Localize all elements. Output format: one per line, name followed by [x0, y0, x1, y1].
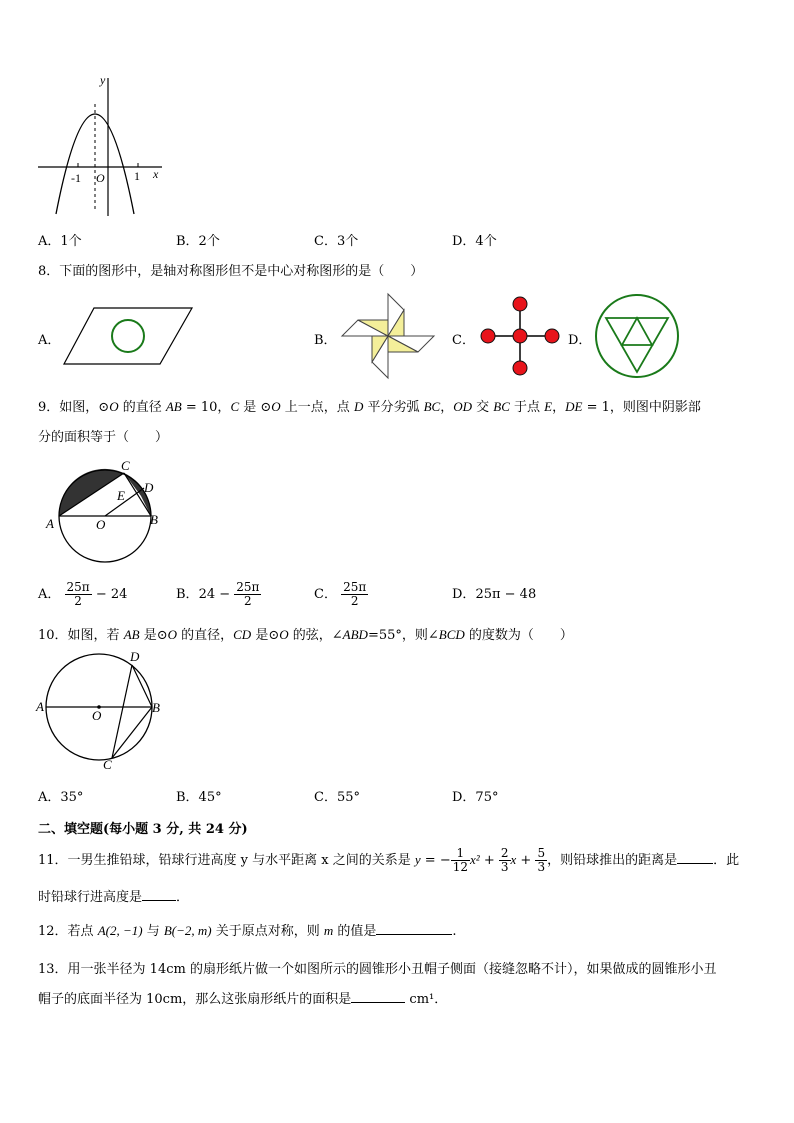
q7-option-a[interactable]: A．1个	[38, 234, 82, 249]
q11-line1: 11．一男生推铅球，铅球行进高度 y 与水平距离 x 之间的关系是 y = − $\frac{1}{12}$ x² + $\frac{2}{3}$ x + $\frac{5}{3}$ ，则铅球推出的距离是 ．此	[38, 846, 740, 874]
q10-option-a[interactable]: A．35°	[38, 790, 84, 805]
q11-answer-blank-2[interactable]	[142, 900, 176, 901]
pinwheel-figure	[338, 290, 438, 382]
parallelogram-circle-figure	[62, 304, 196, 368]
q10-option-d[interactable]: D．75°	[452, 790, 499, 805]
q12-line: 12．若点 A(2, −1) 与 B(−2, m) 关于原点对称，则 m 的值是 .	[38, 923, 457, 939]
label-d: D	[130, 649, 140, 664]
axis-y-label: y	[100, 73, 106, 87]
q10-option-c[interactable]: C．55°	[314, 790, 360, 805]
q13-line2: 帽子的底面半径为 10cm，那么这张扇形纸片的面积是 cm¹．	[38, 992, 448, 1007]
q8-label-c[interactable]: C．	[452, 333, 475, 348]
label-o: O	[92, 708, 102, 723]
q8-label-a[interactable]: A．	[38, 333, 61, 348]
label-o: O	[96, 517, 106, 532]
label-a: A	[46, 516, 54, 531]
q7-option-d[interactable]: D．4个	[452, 234, 497, 249]
q11-line2: 时铅球行进高度是 ．	[38, 890, 190, 905]
q7-option-c[interactable]: C．3个	[314, 234, 359, 249]
circle-triangles-figure	[592, 292, 682, 380]
label-a: A	[36, 699, 44, 714]
label-e: E	[117, 488, 125, 503]
q13-answer-blank[interactable]	[351, 1002, 405, 1003]
q11-answer-blank-1[interactable]	[677, 863, 713, 864]
q10-option-b[interactable]: B．45°	[176, 790, 222, 805]
q9-option-b[interactable]: B．24 − $\frac{25\pi}{2}$	[176, 580, 260, 608]
q9-option-c[interactable]: C． $\frac{25\pi}{2}$	[314, 580, 367, 608]
section-heading: 二、填空题(每小题 3 分, 共 24 分)	[38, 822, 248, 837]
q9-option-d[interactable]: D．25π − 48	[452, 587, 537, 602]
q9-stem-line1: 9．如图，⊙O 的直径 AB = 10，C 是 ⊙O 上一点，点 D 平分劣弧 BC，OD 交 BC 于点 E，DE = 1，则图中阴影部	[38, 399, 701, 415]
q9-stem-line2: 分的面积等于（ ）	[38, 430, 169, 445]
q12-answer-blank[interactable]	[376, 934, 452, 935]
label-c: C	[103, 757, 112, 772]
label-b: B	[150, 512, 158, 527]
q9-option-a[interactable]: A． $\frac{25\pi}{2}$ − 24	[38, 580, 128, 608]
circle-chord-figure	[36, 648, 166, 772]
parabola-figure	[36, 74, 166, 222]
q8-label-d[interactable]: D．	[568, 333, 592, 348]
tick-1: 1	[134, 169, 140, 183]
label-c: C	[121, 458, 130, 473]
origin-label: O	[96, 171, 105, 185]
q7-option-b[interactable]: B．2个	[176, 234, 220, 249]
label-b: B	[152, 700, 160, 715]
semicircle-shaded-figure	[44, 458, 168, 568]
tick-neg1: -1	[71, 171, 81, 185]
q8-stem: 8．下面的图形中，是轴对称图形但不是中心对称图形的是（ ）	[38, 264, 424, 279]
cross-dots-figure	[476, 292, 564, 378]
q8-label-b[interactable]: B．	[314, 333, 337, 348]
label-d: D	[144, 480, 154, 495]
axis-x-label: x	[153, 167, 159, 181]
q13-line1: 13．用一张半径为 14cm 的扇形纸片做一个如图所示的圆锥形小丑帽子侧面（接缝忽略不计），如果做成的圆锥形小丑	[38, 962, 717, 977]
q10-stem: 10．如图，若 AB 是⊙O 的直径，CD 是⊙O 的弦，∠ABD=55°，则∠BCD 的度数为（ ）	[38, 627, 573, 643]
